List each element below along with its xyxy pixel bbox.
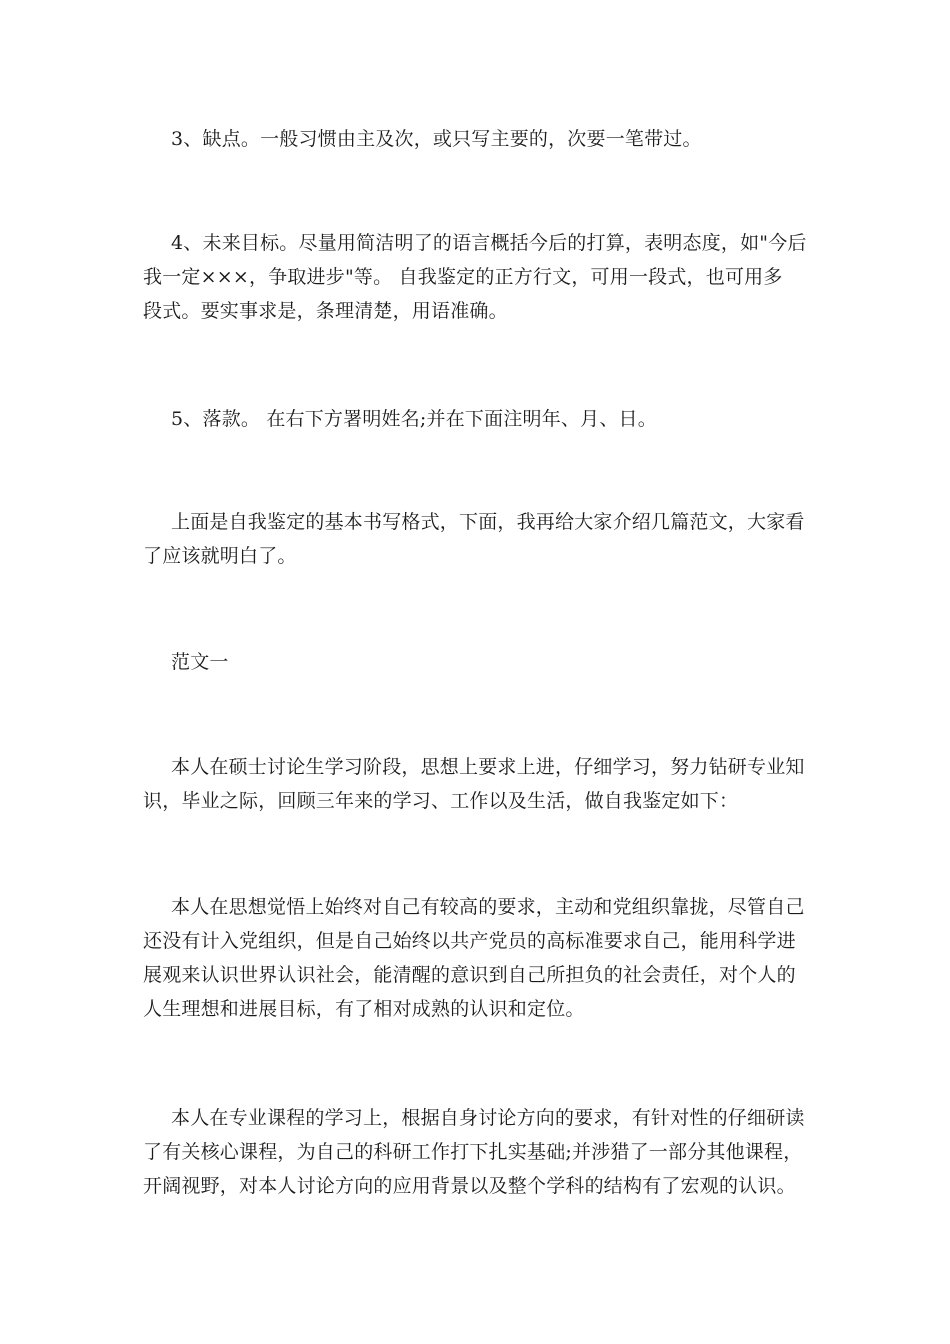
sample-title: 范文一 <box>171 651 229 673</box>
text-line: 开阔视野，对本人讨论方向的应用背景以及整个学科的结构有了宏观的认识。 <box>143 1175 796 1197</box>
text-line: 段式。要实事求是，条理清楚，用语准确。 <box>143 300 508 322</box>
paragraph-future-goals <box>143 226 811 328</box>
text-line: 展观来认识世界认识社会，能清醒的意识到自己所担负的社会责任，对个人的 <box>143 964 796 986</box>
text-line: 本人在专业课程的学习上，根据自身讨论方向的要求，有针对性的仔细研读 <box>171 1107 805 1129</box>
text-line: 本人在思想觉悟上始终对自己有较高的要求，主动和党组织靠拢，尽管自己 <box>171 896 805 918</box>
text-line: 还没有计入党组织，但是自己始终以共产党员的高标准要求自己，能用科学进 <box>143 930 796 952</box>
text-line: 上面是自我鉴定的基本书写格式，下面，我再给大家介绍几篇范文，大家看 <box>171 511 805 533</box>
text-line: 3、缺点。一般习惯由主及次，或只写主要的，次要一笔带过。 <box>171 128 702 150</box>
sample-heading <box>143 645 811 679</box>
paragraph-ideology <box>143 890 811 1026</box>
paragraph-coursework <box>143 1101 811 1203</box>
text-line: 了应该就明白了。 <box>143 545 297 567</box>
paragraph-shortcomings <box>143 122 811 156</box>
text-line: 我一定×××，争取进步"等。 自我鉴定的正方行文，可用一段式，也可用多 <box>143 266 783 288</box>
text-line: 本人在硕士讨论生学习阶段，思想上要求上进，仔细学习，努力钻研专业知 <box>171 756 805 778</box>
text-line: 了有关核心课程，为自己的科研工作打下扎实基础;并涉猎了一部分其他课程， <box>143 1141 803 1163</box>
text-line: 4、未来目标。尽量用简洁明了的语言概括今后的打算，表明态度，如"今后 <box>171 232 807 254</box>
text-line: 人生理想和进展目标，有了相对成熟的认识和定位。 <box>143 998 585 1020</box>
text-line: 识，毕业之际，回顾三年来的学习、工作以及生活，做自我鉴定如下： <box>143 790 739 812</box>
text-line: 5、落款。 在右下方署明姓名;并在下面注明年、月、日。 <box>171 408 657 430</box>
paragraph-signature <box>143 402 811 436</box>
paragraph-sample-intro <box>143 750 811 818</box>
paragraph-intro-samples <box>143 505 811 573</box>
